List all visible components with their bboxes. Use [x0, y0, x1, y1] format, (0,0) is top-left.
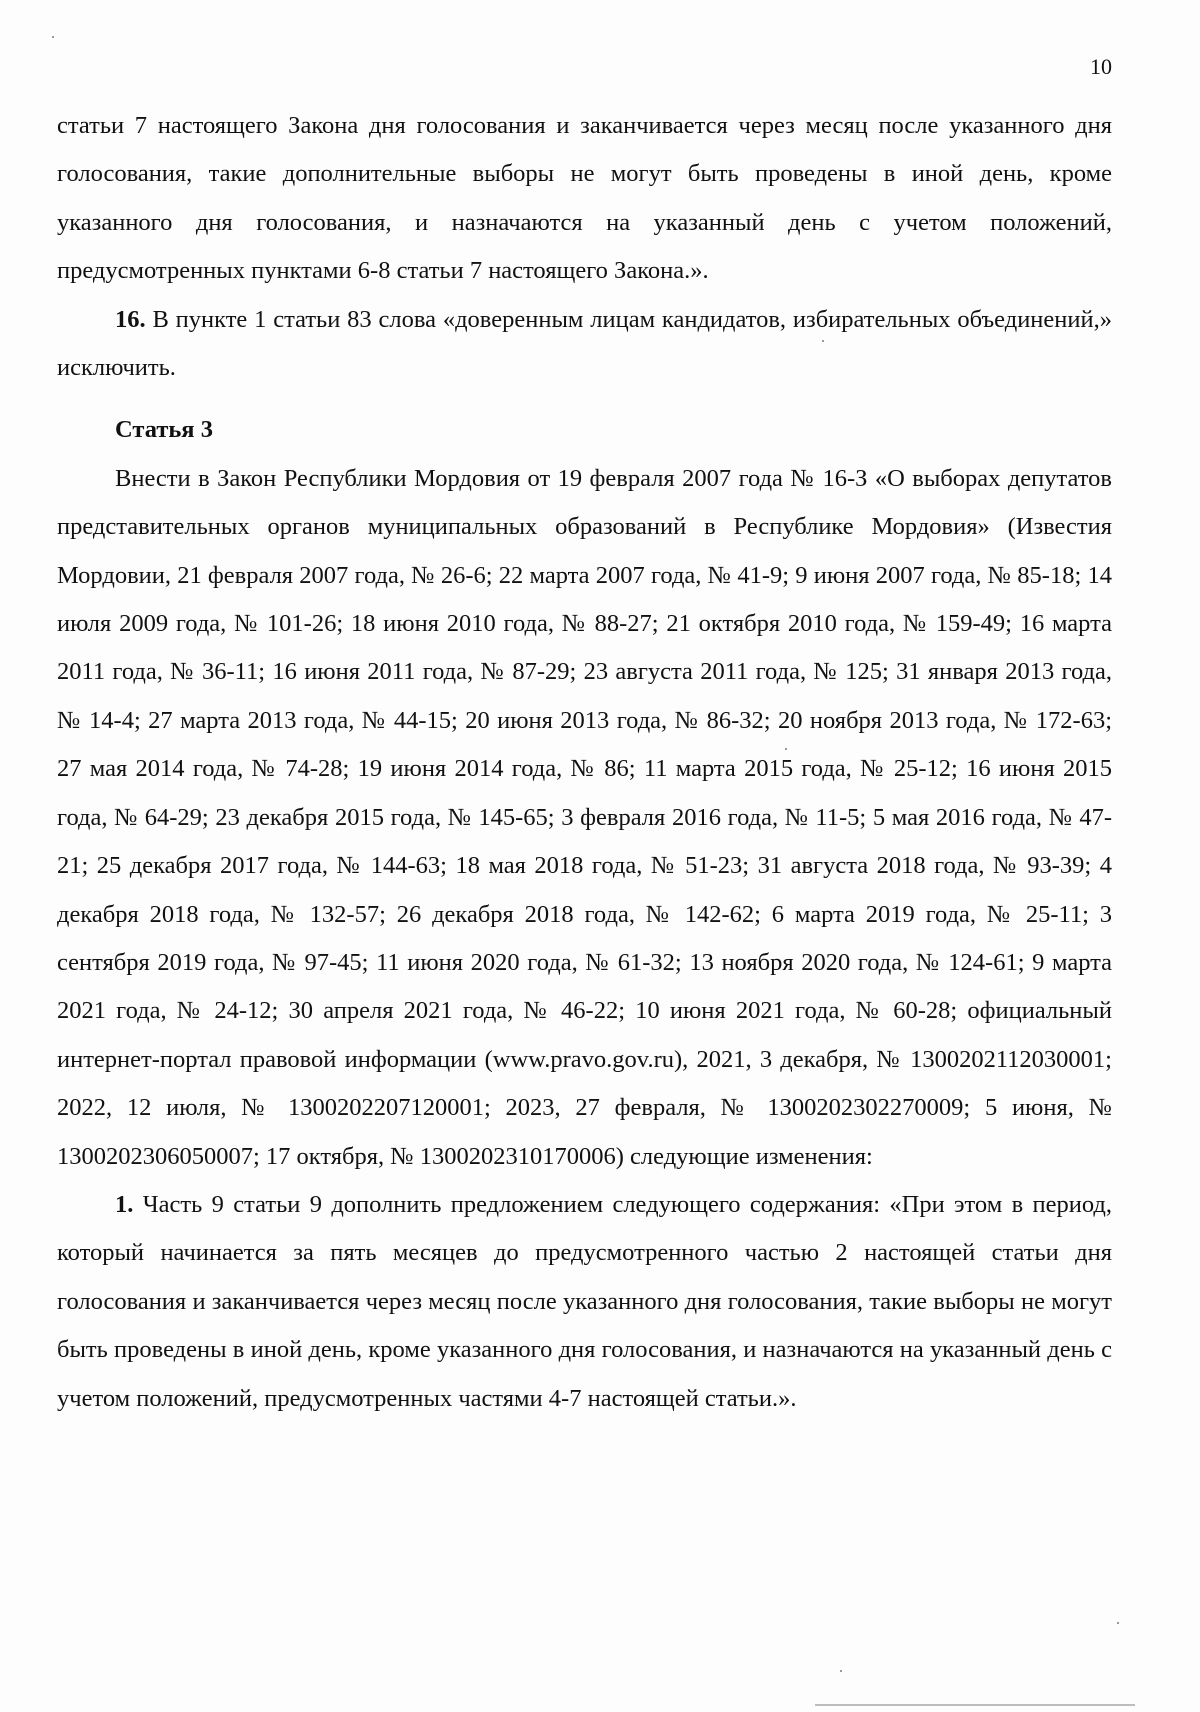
page-number: 10 — [1090, 54, 1112, 79]
scan-speck — [1117, 1622, 1119, 1624]
footer-scan-rule — [815, 1704, 1135, 1706]
paragraph-article-3-intro: Внести в Закон Республики Мордовия от 19 февраля 2007 года № 16-З «О выборах депутатов представительных органов муниципальных образований в Республике Мордовия» (Известия Мордовии, 21 февраля 2007 года, № 26-6; 22 марта 2007 года, № 41-9; 9 июня 2007 года, № 85-18; 14 июля 2009 года, № 101-26; 18 июня 2010 года, № 88-27; 21 октября 2010 года, № 159-49; 16 марта 2011 года, № 36-11; 16 июня 2011 года, № 87-29; 23 августа 2011 года, № 125; 31 января 2013 года, № 14-4; 27 марта 2013 года, № 44-15; 20 июня 2013 года, № 86-32; 20 ноября 2013 года, № 172-63; 27 мая 2014 года, № 74-28; 19 июня 2014 года, № 86; 11 марта 2015 года, № 25-12; 16 июня 2015 года, № 64-29; 23 декабря 2015 года, № 145-65; 3 февраля 2016 года, № 11-5; 5 мая 2016 года, № 47-21; 25 декабря 2017 года, № 144-63; 18 мая 2018 года, № 51-23; 31 августа 2018 года, № 93-39; 4 декабря 2018 года, № 132-57; 26 декабря 2018 года, № 142-62; 6 марта 2019 года, № 25-11; 3 сентября 2019 года, № 97-45; 11 июня 2020 года, № 61-32; 13 ноября 2020 года, № 124-61; 9 марта 2021 года, № 24-12; 30 апреля 2021 года, № 46-22; 10 июня 2021 года, № 60-28; официальный интернет-портал правовой информации (www.pravo.gov.ru), 2021, 3 декабря, № 1300202112030001; 2022, 12 июля, № 1300202207120001; 2023, 27 февраля, № 1300202302270009; 5 июня, № 1300202306050007; 17 октября, № 1300202310170006) следующие изменения: — [57, 464, 1112, 1170]
paragraph-continuation: статьи 7 настоящего Закона дня голосования и заканчивается через месяц после указанного дня голосования, такие дополнительные выборы не могут быть проведены в иной день, кроме указанного дня голосования, и назначаются на указанный день с учетом положений, предусмотренных пунктами 6-8 статьи 7 настоящего Закона.». — [57, 112, 1112, 285]
item-text: В пункте 1 статьи 83 слова «доверенным лицам кандидатов, избирательных объединений,» исключить. — [57, 305, 1112, 382]
paragraph-item-1 — [57, 1181, 1112, 1423]
scan-speck — [785, 748, 787, 750]
item-number: 1. — [115, 1190, 134, 1218]
item-number: 16. — [115, 305, 146, 333]
document-body — [57, 102, 1112, 1423]
item-text: Часть 9 статьи 9 дополнить предложением следующего содержания: «При этом в период, который начинается за пять месяцев до предусмотренного частью 2 настоящей статьи дня голосования и заканчивается через месяц после указанного дня голосования, такие выборы не могут быть проведены в иной день, кроме указанного дня голосования, и назначаются на указанный день с учетом положений, предусмотренных частями 4-7 настоящей статьи.». — [57, 1190, 1112, 1412]
paragraph-item-16 — [57, 296, 1112, 393]
article-heading: Статья 3 — [115, 416, 213, 444]
scan-speck — [840, 1670, 842, 1672]
scan-speck — [52, 36, 54, 38]
scan-speck — [822, 340, 824, 342]
